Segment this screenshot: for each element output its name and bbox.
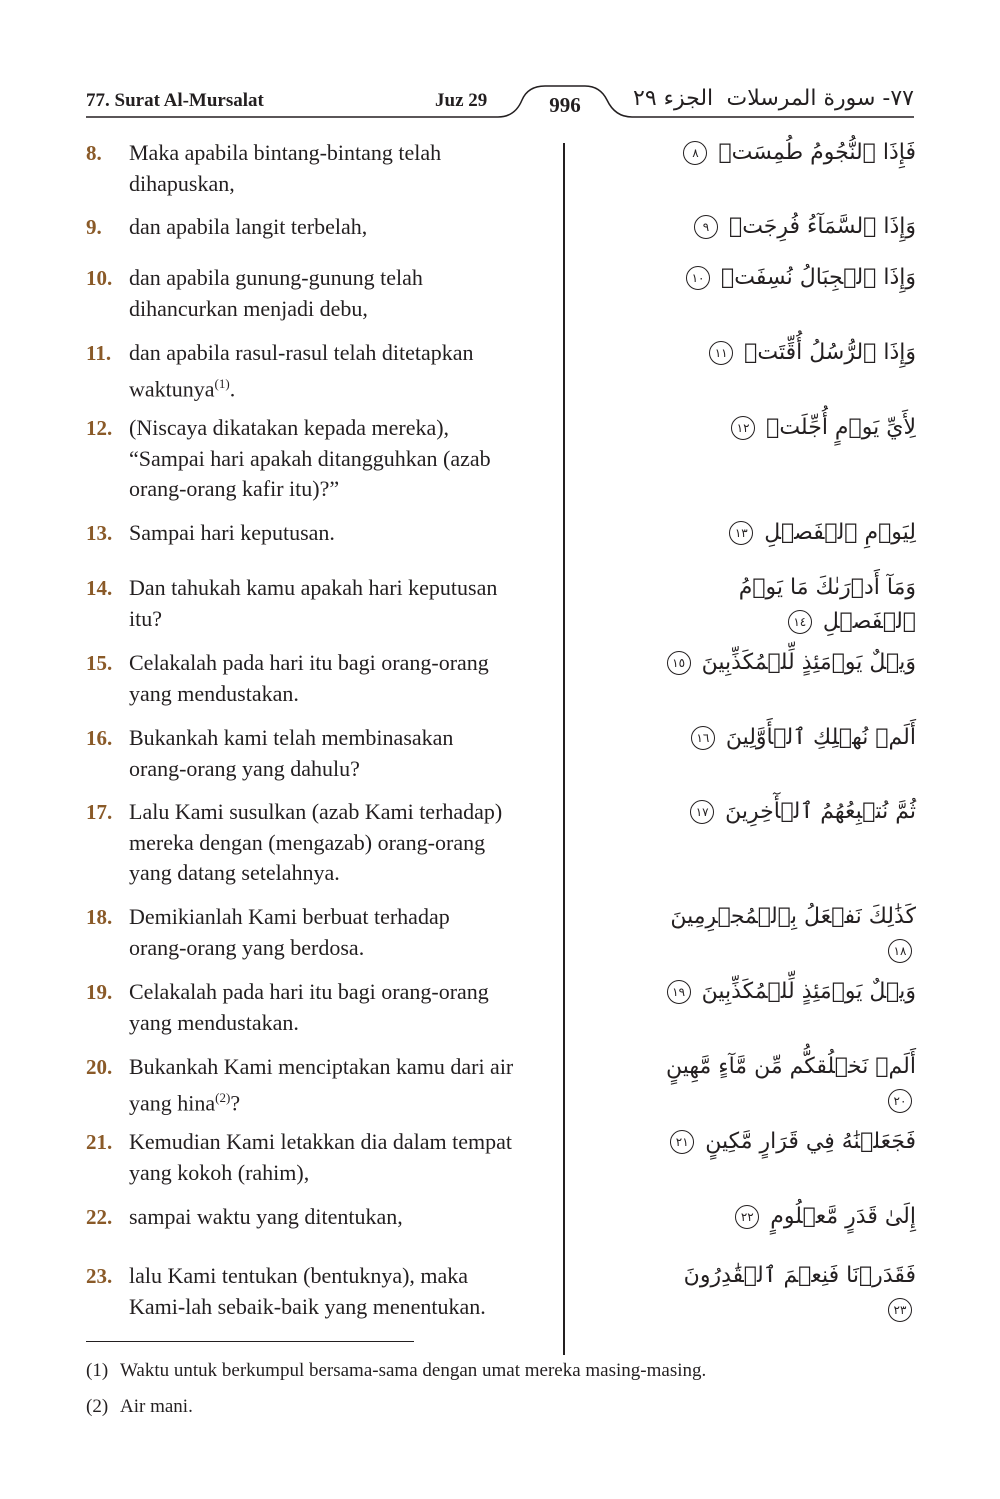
verse-number: 20. — [86, 1055, 113, 1079]
verse-arabic: كَذَٰلِكَ نَفۡعَلُ بِٱلۡمُجۡرِمِينَ ١٨ — [656, 900, 916, 968]
footnote-2 — [86, 1394, 193, 1420]
footnote-number: (1) — [86, 1360, 109, 1381]
verse-translation: Dan tahukah kamu apakah hari keputusan itu? — [129, 575, 498, 631]
juz-label: Juz 29 — [435, 90, 488, 111]
verse-number: 8. — [86, 141, 102, 165]
verse-number: 16. — [86, 726, 113, 750]
verse-end-mark: ٢٢ — [735, 1205, 759, 1229]
verse-translation: Bukankah Kami menciptakan kamu dari air yang hina$^{(2)}$? — [129, 1054, 514, 1115]
verse-number: 23. — [86, 1264, 113, 1288]
verse-arabic: وَإِذَا ٱلرُّسُلُ أُقِّتَتۡ ١١ — [656, 336, 916, 370]
verse-number: 14. — [86, 576, 113, 600]
verse-arabic: وَإِذَا ٱلۡجِبَالُ نُسِفَتۡ ١٠ — [656, 261, 916, 295]
verse-end-mark: ٢٣ — [888, 1298, 912, 1322]
verse-end-mark: ٨ — [683, 141, 707, 165]
verse-arabic: لِيَوۡمِ ٱلۡفَصۡلِ ١٣ — [656, 516, 916, 550]
verse-number: 10. — [86, 266, 113, 290]
verse-arabic: فَجَعَلۡنَٰهُ فِي قَرَارٍ مَّكِينٍ ٢١ — [656, 1125, 916, 1159]
verse-arabic: وَمَآ أَدۡرَىٰكَ مَا يَوۡمُ ٱلۡفَصۡلِ ١٤ — [738, 575, 916, 634]
verse-end-mark: ١٣ — [729, 521, 753, 545]
verse-number: 17. — [86, 800, 113, 824]
verse-end-mark: ٩ — [694, 215, 718, 239]
juz-label-arabic: الجزء ٢٩ — [633, 86, 714, 111]
verse-translation: Bukankah kami telah membinasakan orang-orang yang dahulu? — [129, 725, 454, 781]
surah-title: 77. Surat Al-Mursalat — [86, 90, 264, 111]
page-header — [0, 0, 1000, 130]
verse-end-mark: ١٨ — [888, 939, 912, 963]
verse-translation: dan apabila rasul-rasul telah ditetapkan waktunya$^{(1)}$. — [129, 340, 474, 401]
verse-arabic: أَلَمۡ نَخۡلُقكُّم مِّن مَّآءٍ مَّهِينٍ ٢٠ — [656, 1050, 916, 1118]
verse-end-mark: ١٧ — [690, 800, 714, 824]
page-number: 996 — [549, 93, 581, 117]
verse-number: 12. — [86, 416, 113, 440]
verse-translation: Kemudian Kami letakkan dia dalam tempat yang kokoh (rahim), — [129, 1129, 513, 1185]
verse-translation: (Niscaya dikatakan kepada mereka), “Sampai hari apakah ditangguhkan (azab orang-orang kafir itu)?” — [129, 415, 491, 501]
verse-arabic: وَإِذَا ٱلسَّمَآءُ فُرِجَتۡ ٩ — [656, 210, 916, 244]
footnote-rule — [86, 1341, 414, 1342]
verse-translation: Sampai hari keputusan. — [129, 520, 335, 545]
verse-end-mark: ١٤ — [788, 610, 812, 634]
verse-translation: Celakalah pada hari itu bagi orang-orang yang mendustakan. — [129, 979, 489, 1035]
verse-number: 11. — [86, 341, 112, 365]
verse-translation: sampai waktu yang ditentukan, — [129, 1204, 403, 1229]
verse-number: 9. — [86, 215, 102, 239]
column-divider — [563, 143, 565, 1355]
verse-arabic: فَقَدَرۡنَا فَنِعۡمَ ٱلۡقَٰدِرُونَ ٢٣ — [656, 1259, 916, 1327]
verse-end-mark: ١٩ — [667, 980, 691, 1004]
verse-arabic: وَيۡلٌ يَوۡمَئِذٍ لِّلۡمُكَذِّبِينَ ١٥ — [656, 646, 916, 680]
footnote-text: Waktu untuk berkumpul bersama-sama dengan umat mereka masing-masing. — [120, 1360, 707, 1381]
verse-number: 18. — [86, 905, 113, 929]
verse-translation: Demikianlah Kami berbuat terhadap orang-orang yang berdosa. — [129, 904, 450, 960]
footnote-number: (2) — [86, 1396, 109, 1417]
verse-number: 21. — [86, 1130, 113, 1154]
verse-end-mark: ١٢ — [731, 416, 755, 440]
verse-arabic: إِلَىٰ قَدَرٍ مَّعۡلُومٍ ٢٢ — [656, 1200, 916, 1234]
footnote-text: Air mani. — [120, 1396, 193, 1417]
verse-number: 22. — [86, 1205, 113, 1229]
verse-end-mark: ١٦ — [691, 726, 715, 750]
verse-translation: lalu Kami tentukan (bentuknya), maka Kami-lah sebaik-baik yang menentukan. — [129, 1263, 486, 1319]
footnote-1 — [86, 1358, 706, 1384]
verse-arabic: أَلَمۡ نُهۡلِكِ ٱلۡأَوَّلِينَ ١٦ — [656, 721, 916, 755]
verse-translation: Maka apabila bintang-bintang telah dihapuskan, — [129, 140, 442, 196]
verse-translation: dan apabila langit terbelah, — [129, 214, 368, 239]
verse-arabic: وَيۡلٌ يَوۡمَئِذٍ لِّلۡمُكَذِّبِينَ ١٩ — [656, 975, 916, 1009]
verse-translation: dan apabila gunung-gunung telah dihancurkan menjadi debu, — [129, 265, 423, 321]
footnote-ref-2[interactable]: (2) — [215, 1089, 231, 1105]
verse-number: 19. — [86, 980, 113, 1004]
verse-arabic: فَإِذَا ٱلنُّجُومُ طُمِسَتۡ ٨ — [656, 136, 916, 170]
verse-end-mark: ١٥ — [667, 651, 691, 675]
verse-end-mark: ٢٠ — [888, 1089, 912, 1113]
verse-translation: Celakalah pada hari itu bagi orang-orang yang mendustakan. — [129, 650, 489, 706]
verse-number: 13. — [86, 521, 113, 545]
verse-end-mark: ١١ — [709, 341, 733, 365]
verse-translation: Lalu Kami susulkan (azab Kami terhadap) mereka dengan (mengazab) orang-orang yang datang setelahnya. — [129, 799, 503, 885]
verse-number: 15. — [86, 651, 113, 675]
verse-arabic: لِأَيِّ يَوۡمٍ أُجِّلَتۡ ١٢ — [656, 411, 916, 445]
verse-arabic: ثُمَّ نُتۡبِعُهُمُ ٱلۡأٓخِرِينَ ١٧ — [656, 795, 916, 829]
verse-end-mark: ٢١ — [670, 1130, 694, 1154]
surah-title-arabic: ٧٧- سورة المرسلات — [726, 86, 914, 111]
verse-end-mark: ١٠ — [686, 266, 710, 290]
footnote-ref-1[interactable]: (1) — [214, 375, 230, 391]
